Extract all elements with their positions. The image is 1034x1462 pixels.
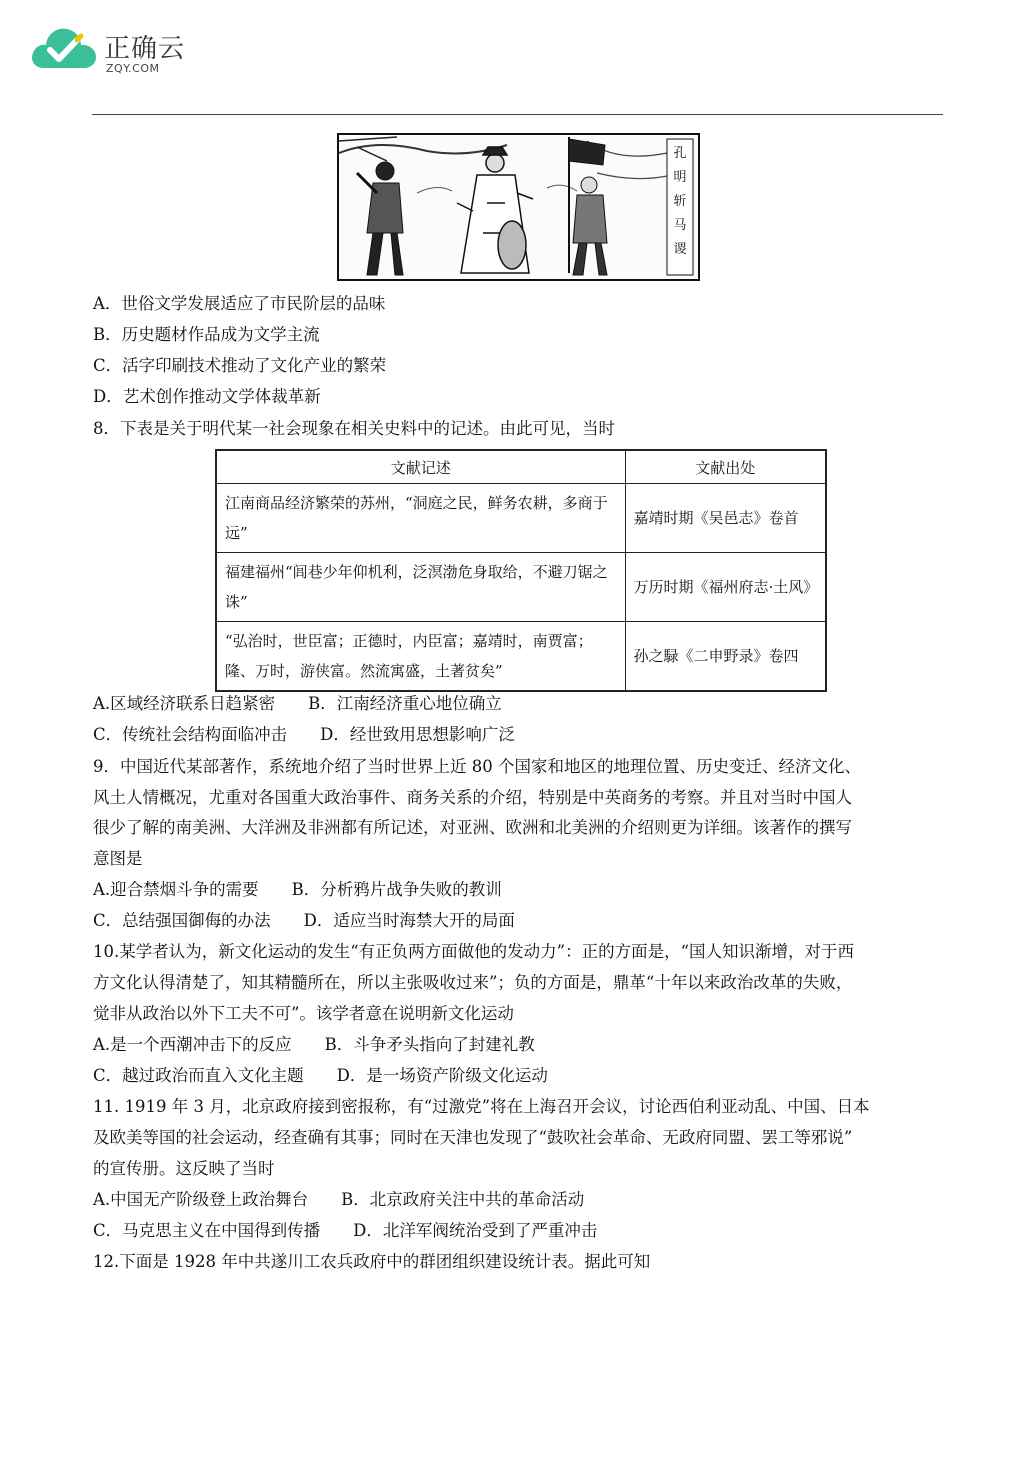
table-row: [216, 622, 826, 692]
q7-option-c: C．活字印刷技术推动了文化产业的繁荣: [93, 356, 387, 375]
svg-text:谡: 谡: [673, 242, 687, 257]
column-header: 文献出处: [625, 450, 826, 484]
cloud-check-logo-icon: [30, 22, 98, 74]
table-cell-record: 福建福州“闾巷少年仰机利，泛溟渤危身取给，不避刀锯之诛”: [216, 553, 625, 622]
table-cell-source: 嘉靖时期《吴邑志》卷首: [625, 484, 826, 553]
q9-stem-line: 风土人情概况，尤重对各国重大政治事件、商务关系的介绍，特别是中英商务的考察。并且对当时中国人: [93, 788, 852, 807]
table-cell-record: 江南商品经济繁荣的苏州，“洞庭之民，鲜务农耕，多商于远”: [216, 484, 625, 553]
q10-stem-line: 方文化认得清楚了，知其精髓所在，所以主张吸收过来”；负的方面是，鼎革“十年以来政治改革的失败，: [93, 973, 853, 992]
q7-option-d: D．艺术创作推动文学体裁革新: [93, 387, 321, 406]
header-divider: [92, 114, 943, 115]
q11-options-ab: A.中国无产阶级登上政治舞台 B．北京政府关注中共的革命活动: [93, 1190, 585, 1209]
brand-domain: ZQY.COM: [106, 62, 160, 75]
q8-options-cd: C．传统社会结构面临冲击 D．经世致用思想影响广泛: [93, 725, 515, 744]
q12-stem: 12.下面是 1928 年中共遂川工农兵政府中的群团组织建设统计表。据此可知: [93, 1252, 651, 1271]
brand-name: 正确云: [104, 34, 186, 64]
table-cell-record: “弘治时，世臣富；正德时，内臣富；嘉靖时，南贾富；隆、万时，游侠富。然流寓盛，土著贫矣”: [216, 622, 625, 692]
q9-stem-line: 意图是: [93, 849, 143, 868]
q9-options-ab: A.迎合禁烟斗争的需要 B．分析鸦片战争失败的教训: [93, 880, 502, 899]
table-cell-source: 万历时期《福州府志·土风》: [625, 553, 826, 622]
q11-options-cd: C．马克思主义在中国得到传播 D．北洋军阀统治受到了严重冲击: [93, 1221, 598, 1240]
svg-text:斩: 斩: [673, 194, 687, 209]
q9-stem-line: 很少了解的南美洲、大洋洲及非洲都有所记述，对亚洲、欧洲和北美洲的介绍则更为详细。该著作的撰写: [93, 818, 852, 837]
q10-options-ab: A.是一个西潮冲击下的反应 B．斗争矛头指向了封建礼教: [93, 1035, 535, 1054]
q7-option-b: B．历史题材作品成为文学主流: [93, 325, 320, 344]
table-row: [216, 484, 826, 553]
column-header: 文献记述: [216, 450, 625, 484]
q11-stem-line: 及欧美等国的社会运动，经查确有其事；同时在天津也发现了“鼓吹社会革命、无政府同盟、罢工等邪说”: [93, 1128, 853, 1147]
q9-options-cd: C．总结强国御侮的办法 D．适应当时海禁大开的局面: [93, 911, 515, 930]
q9-stem-line: 9．中国近代某部著作，系统地介绍了当时世界上近 80 个国家和地区的地理位置、历史变迁、经济文化、: [93, 757, 861, 776]
q10-stem-line: 觉非从政治以外下工夫不可”。该学者意在说明新文化运动: [93, 1004, 514, 1023]
q11-stem-line: 的宣传册。这反映了当时: [93, 1159, 275, 1178]
site-logo[interactable]: [30, 22, 190, 78]
svg-text:马: 马: [673, 218, 687, 233]
table-header-row: [216, 450, 826, 484]
table-cell-source: 孙之騄《二申野录》卷四: [625, 622, 826, 692]
q8-options-ab: A.区域经济联系日趋紧密 B．江南经济重心地位确立: [93, 694, 502, 713]
table-row: [216, 553, 826, 622]
q10-stem-line: 10.某学者认为，新文化运动的发生“有正负两方面做他的发动力”：正的方面是，“国人知识渐增，对于西: [93, 942, 855, 961]
q10-options-cd: C．越过政治而直入文化主题 D．是一场资产阶级文化运动: [93, 1066, 548, 1085]
q11-stem-line: 11. 1919 年 3 月，北京政府接到密报称，有“过激党”将在上海召开会议，讨论西伯利亚动乱、中国、日本: [93, 1097, 870, 1116]
q8-source-table: [215, 449, 827, 692]
svg-text:明: 明: [673, 170, 687, 185]
svg-text:孔: 孔: [673, 146, 687, 161]
q8-stem: 8．下表是关于明代某一社会现象在相关史料中的记述。由此可见，当时: [93, 419, 615, 438]
q7-option-a: A．世俗文学发展适应了市民阶层的品味: [93, 294, 386, 313]
woodblock-illustration: [337, 133, 700, 281]
